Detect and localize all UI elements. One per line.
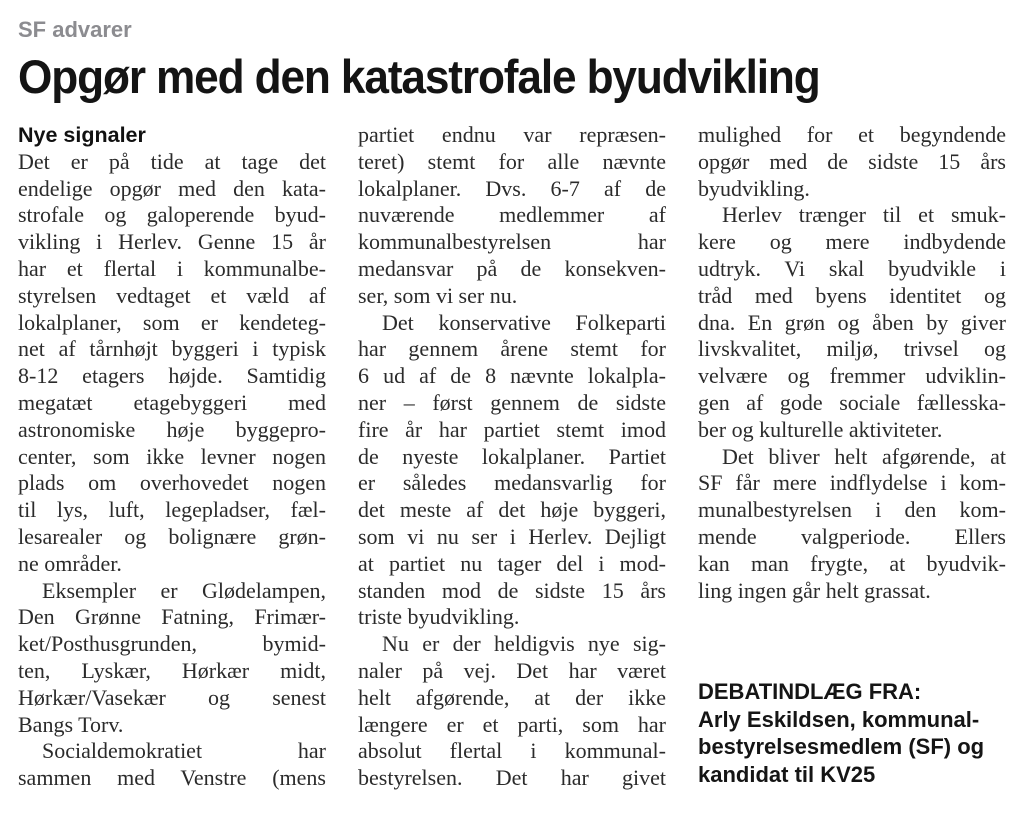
text-line: vikling i Herlev. Genne 15 år (18, 229, 326, 255)
text-line: opgør med de sidste 15 års (698, 148, 1006, 174)
paragraph (698, 202, 1006, 443)
text-line: Det bliver helt afgørende, at (722, 443, 1006, 469)
spacer (698, 604, 1006, 678)
article-headline: Opgør med den katastrofale byudvikling (18, 50, 820, 103)
paragraph (358, 310, 666, 632)
text-line: Socialdemokratiet har (42, 738, 326, 764)
text-line: Det er på tide at tage det (18, 148, 326, 174)
text-line: det meste af det høje byggeri, (358, 497, 666, 523)
text-line: udtryk. Vi skal byudvikle i (698, 255, 1006, 281)
text-line: mende valgperiode. Ellers (698, 523, 1006, 549)
text-line: ling ingen går helt grassat. (698, 577, 931, 603)
paragraph (18, 738, 326, 792)
text-line: plads om overhovedet nogen (18, 470, 326, 496)
text-line: helt afgørende, at der ikke (358, 684, 666, 710)
text-line: ten, Lyskær, Hørkær midt, (18, 657, 326, 683)
text-line: triste byudvikling. (358, 604, 520, 630)
text-line: livskvalitet, miljø, trivsel og (698, 336, 1006, 362)
text-line: naler på vej. Det har været (358, 657, 666, 683)
text-line: endelige opgør med den kata- (18, 175, 326, 201)
text-line: Eksempler er Glødelampen, (42, 577, 326, 603)
text-line: Hørkær/Vasekær og senest (18, 684, 326, 710)
text-line: bestyrelsen. Det har givet (358, 765, 666, 791)
text-line: munalbestyrelsen i den kom- (698, 497, 1006, 523)
text-line: styrelsen vedtaget et væld af (18, 282, 326, 308)
article-column-3 (698, 122, 1006, 792)
article-column-1 (18, 122, 326, 792)
text-line: partiet endnu var repræsen- (358, 122, 666, 147)
text-line: som vi nu ser i Herlev. Dejligt (358, 523, 666, 549)
paragraph (18, 578, 326, 739)
text-line: lokalplaner, som er kendeteg- (18, 309, 326, 335)
text-line: længere er et parti, som har (358, 711, 666, 737)
text-line: nuværende medlemmer af (358, 202, 666, 228)
byline-line: Arly Eskildsen, kommunal- (698, 706, 980, 732)
text-line: mulighed for et begyndende (698, 122, 1006, 147)
article-columns (18, 122, 1008, 792)
debate-byline (698, 678, 1006, 788)
text-line: absolut flertal i kommunal- (358, 738, 666, 764)
text-line: Det konservative Folkeparti (382, 309, 666, 335)
section-subhead: Nye signaler (18, 123, 146, 147)
text-line: center, som ikke levner nogen (18, 443, 326, 469)
byline-line: bestyrelsesmedlem (SF) og (698, 734, 985, 760)
text-line: ner – først gennem de sidste (358, 389, 666, 415)
text-line: har et flertal i kommunalbe- (18, 255, 326, 281)
text-line: velvære og fremmer udviklin- (698, 363, 1006, 389)
text-line: teret) stemt for alle nævnte (358, 148, 666, 174)
paragraph (18, 149, 326, 578)
text-line: lesarealer og bolignære grøn- (18, 523, 326, 549)
paragraph (698, 444, 1006, 605)
text-line: gen af gode sociale fællesska- (698, 389, 1006, 415)
text-line: ket/Posthusgrunden, bymid- (18, 631, 326, 657)
paragraph (358, 122, 666, 310)
text-line: Bangs Torv. (18, 711, 124, 737)
text-line: Nu er der heldigvis nye sig- (382, 631, 666, 657)
text-line: Den Grønne Fatning, Frimær- (18, 604, 326, 630)
paragraph (358, 631, 666, 792)
text-line: lokalplaner. Dvs. 6-7 af de (358, 175, 666, 201)
text-line: er således medansvarlig for (358, 470, 666, 496)
text-line: sammen med Venstre (mens (18, 765, 326, 791)
text-line: ser, som vi ser nu. (358, 282, 518, 308)
paragraph (698, 122, 1006, 202)
text-line: Herlev trænger til et smuk- (722, 202, 1006, 228)
text-line: 6 ud af de 8 nævnte lokalpla- (358, 363, 666, 389)
text-line: dna. En grøn og åben by giver (698, 309, 1006, 335)
text-line: strofale og galoperende byud- (18, 202, 326, 228)
article-column-2 (358, 122, 666, 792)
text-line: ne områder. (18, 550, 122, 576)
text-line: kere og mere indbydende (698, 229, 1006, 255)
byline-line: kandidat til KV25 (698, 761, 876, 787)
text-line: astronomiske høje byggepro- (18, 416, 326, 442)
text-line: byudvikling. (698, 175, 810, 201)
text-line: megatæt etagebyggeri med (18, 389, 326, 415)
text-line: medansvar på de konsekven- (358, 255, 666, 281)
text-line: SF får mere indflydelse i kom- (698, 470, 1006, 496)
text-line: tråd med byens identitet og (698, 282, 1006, 308)
text-line: standen mod de sidste 15 års (358, 577, 666, 603)
text-line: kan man frygte, at byudvik- (698, 550, 1006, 576)
text-line: at partiet nu tager del i mod- (358, 550, 666, 576)
text-line: ber og kulturelle aktiviteter. (698, 416, 943, 442)
text-line: 8-12 etagers højde. Samtidig (18, 363, 326, 389)
text-line: de nyeste lokalplaner. Partiet (358, 443, 666, 469)
article-kicker: SF advarer (18, 17, 132, 42)
text-line: har gennem årene stemt for (358, 336, 666, 362)
text-line: fire år har partiet stemt imod (358, 416, 666, 442)
byline-line: DEBATINDLÆG FRA: (698, 679, 922, 705)
text-line: til lys, luft, legepladser, fæl- (18, 497, 326, 523)
text-line: net af tårnhøjt byggeri i typisk (18, 336, 326, 362)
text-line: kommunalbestyrelsen har (358, 229, 666, 255)
